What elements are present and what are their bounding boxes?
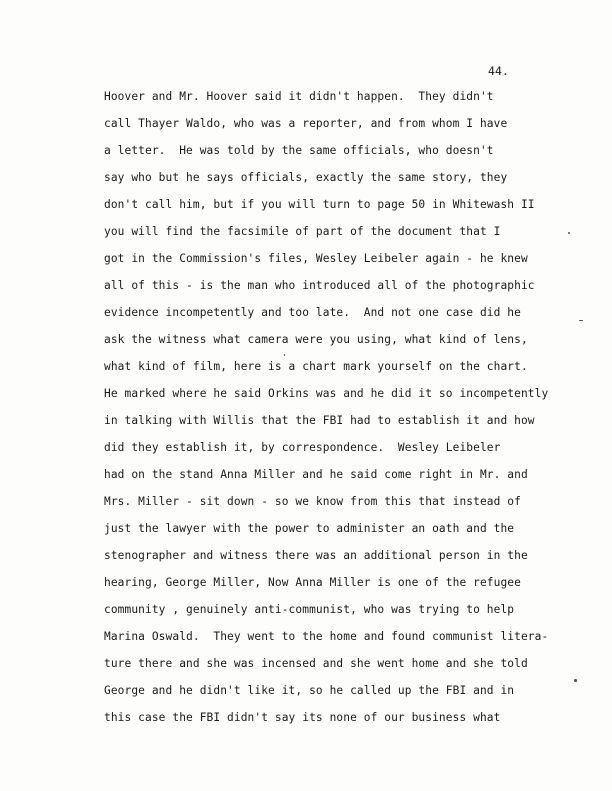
body-line: call Thayer Waldo, who was a reporter, and from whom I have [104,117,508,130]
body-line: just the lawyer with the power to administer an oath and the [104,522,515,535]
body-line: what kind of film, here is a chart mark yourself on the chart. [104,360,528,373]
body-line: all of this - is the man who introduced all of the photographic [104,279,535,292]
body-line: ask the witness what camera were you using, what kind of lens, [104,333,528,346]
body-line: had on the stand Anna Miller and he said come right in Mr. and [104,468,528,481]
scan-speck [568,232,570,234]
body-line: ture there and she was incensed and she went home and she told [104,657,528,670]
scan-speck [574,679,577,682]
body-line: you will find the facsimile of part of the document that I [104,225,501,238]
body-line: Hoover and Mr. Hoover said it didn't happen. They didn't [104,90,494,103]
body-line: hearing, George Miller, Now Anna Miller is one of the refugee [104,576,521,589]
body-line: community , genuinely anti-communist, who was trying to help [104,603,515,616]
body-line: a letter. He was told by the same officials, who doesn't [104,144,494,157]
body-line: He marked where he said Orkins was and he did it so incompetently [104,387,549,400]
page-number: 44. [488,64,510,78]
scan-speck [284,354,285,356]
body-line: this case the FBI didn't say its none of our business what [104,711,501,724]
body-line: George and he didn't like it, so he called up the FBI and in [104,684,515,697]
body-line: stenographer and witness there was an additional person in the [104,549,528,562]
body-line: say who but he says officials, exactly the same story, they [104,171,508,184]
body-line: Mrs. Miller - sit down - so we know from this that instead of [104,495,521,508]
body-line: Marina Oswald. They went to the home and found communist litera- [104,630,549,643]
body-text [104,90,594,738]
scan-speck [579,320,583,321]
body-line: evidence incompetently and too late. And not one case did he [104,306,521,319]
body-line: got in the Commission's files, Wesley Leibeler again - he knew [104,252,528,265]
body-line: in talking with Willis that the FBI had to establish it and how [104,414,535,427]
body-line: did they establish it, by correspondence. Wesley Leibeler [104,441,501,454]
body-line: don't call him, but if you will turn to page 50 in Whitewash II [104,198,535,211]
